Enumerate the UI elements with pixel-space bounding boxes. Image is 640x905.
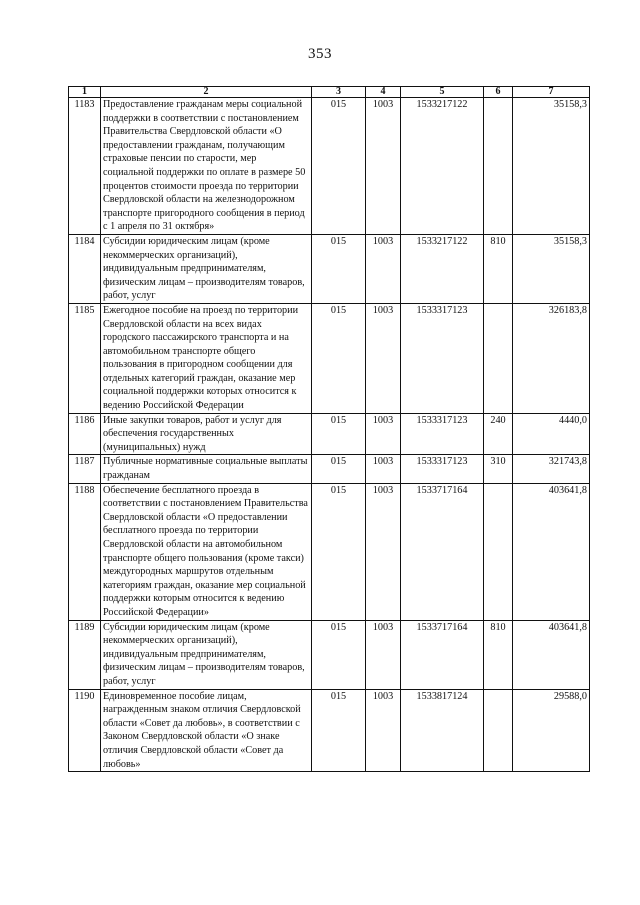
row-name: Единовременное пособие лицам, награжденным знаком отличия Свердловской области «Совет да любовь», в соответствии с Законом Свердловской области «О знаке отличия Свердловской области «Совет да любовь» bbox=[101, 689, 312, 772]
row-number: 1186 bbox=[69, 413, 101, 455]
row-expense-code: 810 bbox=[484, 620, 513, 689]
page-number: 353 bbox=[308, 46, 332, 62]
row-amount: 326183,8 bbox=[513, 303, 590, 413]
table-row bbox=[69, 303, 590, 413]
row-name: Субсидии юридическим лицам (кроме некоммерческих организаций), индивидуальным предпринимателям, физическим лицам – производителям товаров, работ, услуг bbox=[101, 234, 312, 303]
row-expense-code bbox=[484, 483, 513, 620]
table-row bbox=[69, 413, 590, 455]
row-expense-code bbox=[484, 98, 513, 235]
header-col-3: 3 bbox=[312, 87, 366, 98]
row-name: Ежегодное пособие на проезд по территории Свердловской области на всех видах городского пассажирского транспорта и на автомобильном транспорте общего пользования в пригородном сообщении для отдельных категорий граждан, оказание мер социальной поддержки которых относится к ведению Российской Федерации bbox=[101, 303, 312, 413]
budget-table bbox=[68, 86, 590, 772]
row-name: Предоставление гражданам меры социальной поддержки в соответствии с постановлением Правительства Свердловской области «О предоставлении гражданам, получающим страховые пенсии по старости, мер социальной поддержки по оплате в размере 50 процентов стоимости проезда по территории Свердловской области на железнодорожном транспорте пригородного сообщения в период с 1 апреля по 31 октября» bbox=[101, 98, 312, 235]
row-ministry-code: 015 bbox=[312, 98, 366, 235]
row-ministry-code: 015 bbox=[312, 483, 366, 620]
row-number: 1184 bbox=[69, 234, 101, 303]
row-ministry-code: 015 bbox=[312, 689, 366, 772]
row-section-code: 1003 bbox=[366, 483, 401, 620]
row-ministry-code: 015 bbox=[312, 413, 366, 455]
header-col-6: 6 bbox=[484, 87, 513, 98]
row-number: 1188 bbox=[69, 483, 101, 620]
row-section-code: 1003 bbox=[366, 689, 401, 772]
row-amount: 4440,0 bbox=[513, 413, 590, 455]
table-header-row bbox=[69, 87, 590, 98]
row-ministry-code: 015 bbox=[312, 455, 366, 483]
header-col-2: 2 bbox=[101, 87, 312, 98]
row-expense-code: 240 bbox=[484, 413, 513, 455]
row-target-code: 1533317123 bbox=[401, 455, 484, 483]
table-row bbox=[69, 689, 590, 772]
table-row bbox=[69, 620, 590, 689]
row-number: 1185 bbox=[69, 303, 101, 413]
row-target-code: 1533317123 bbox=[401, 413, 484, 455]
row-expense-code bbox=[484, 303, 513, 413]
table-row bbox=[69, 483, 590, 620]
row-section-code: 1003 bbox=[366, 620, 401, 689]
header-col-7: 7 bbox=[513, 87, 590, 98]
row-target-code: 1533317123 bbox=[401, 303, 484, 413]
row-amount: 29588,0 bbox=[513, 689, 590, 772]
row-name: Субсидии юридическим лицам (кроме некоммерческих организаций), индивидуальным предпринимателям, физическим лицам – производителям товаров, работ, услуг bbox=[101, 620, 312, 689]
row-section-code: 1003 bbox=[366, 455, 401, 483]
row-target-code: 1533217122 bbox=[401, 234, 484, 303]
table-row bbox=[69, 455, 590, 483]
row-target-code: 1533217122 bbox=[401, 98, 484, 235]
row-name: Иные закупки товаров, работ и услуг для обеспечения государственных (муниципальных) нужд bbox=[101, 413, 312, 455]
header-col-5: 5 bbox=[401, 87, 484, 98]
row-expense-code: 810 bbox=[484, 234, 513, 303]
row-ministry-code: 015 bbox=[312, 620, 366, 689]
row-amount: 35158,3 bbox=[513, 234, 590, 303]
header-col-4: 4 bbox=[366, 87, 401, 98]
row-name: Публичные нормативные социальные выплаты гражданам bbox=[101, 455, 312, 483]
row-amount: 403641,8 bbox=[513, 483, 590, 620]
row-target-code: 1533817124 bbox=[401, 689, 484, 772]
row-number: 1189 bbox=[69, 620, 101, 689]
row-expense-code: 310 bbox=[484, 455, 513, 483]
row-number: 1187 bbox=[69, 455, 101, 483]
row-target-code: 1533717164 bbox=[401, 483, 484, 620]
table-row bbox=[69, 98, 590, 235]
row-section-code: 1003 bbox=[366, 413, 401, 455]
row-number: 1183 bbox=[69, 98, 101, 235]
row-amount: 321743,8 bbox=[513, 455, 590, 483]
row-section-code: 1003 bbox=[366, 98, 401, 235]
row-amount: 35158,3 bbox=[513, 98, 590, 235]
row-name: Обеспечение бесплатного проезда в соответствии с постановлением Правительства Свердловской области «О предоставлении бесплатного проезда по территории Свердловской области на автомобильном транспорте общего пользования (кроме такси) междугородных маршрутов отдельным категориям граждан, оказание мер социальной поддержки которым относится к ведению Российской Федерации» bbox=[101, 483, 312, 620]
row-section-code: 1003 bbox=[366, 234, 401, 303]
row-target-code: 1533717164 bbox=[401, 620, 484, 689]
row-amount: 403641,8 bbox=[513, 620, 590, 689]
row-ministry-code: 015 bbox=[312, 303, 366, 413]
row-ministry-code: 015 bbox=[312, 234, 366, 303]
row-expense-code bbox=[484, 689, 513, 772]
row-section-code: 1003 bbox=[366, 303, 401, 413]
row-number: 1190 bbox=[69, 689, 101, 772]
table-row bbox=[69, 234, 590, 303]
header-col-1: 1 bbox=[69, 87, 101, 98]
